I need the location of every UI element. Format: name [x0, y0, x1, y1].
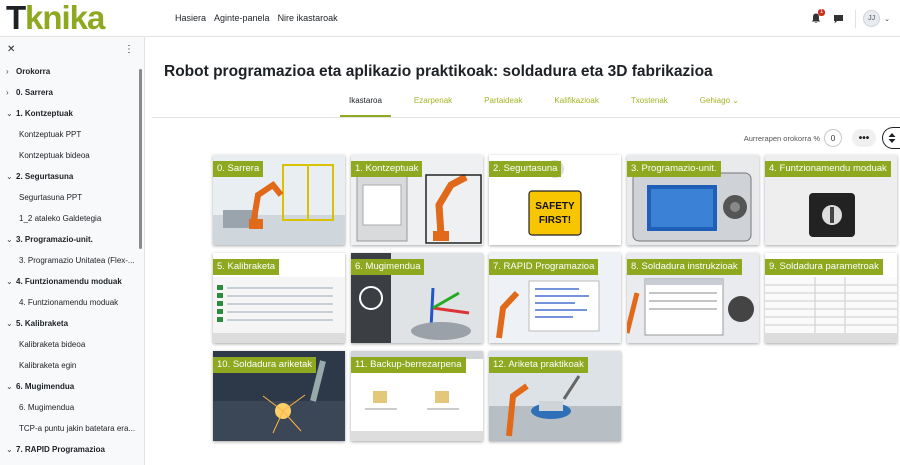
section-tile[interactable]: [351, 351, 483, 441]
drawer-section-label: 0. Sarrera: [16, 88, 53, 97]
sort-toggle-button[interactable]: [882, 127, 900, 149]
drawer-activity-link[interactable]: Kontzeptuak bideoa: [19, 151, 90, 160]
chevron-right-icon[interactable]: ›: [6, 67, 9, 76]
drawer-scrollbar[interactable]: [139, 69, 142, 249]
drawer-section-label: 2. Segurtasuna: [16, 172, 74, 181]
section-tile[interactable]: [213, 253, 345, 343]
nav-my-courses-link[interactable]: Nire ikastaroak: [277, 13, 338, 23]
tknika-logo[interactable]: [0, 0, 165, 37]
drawer-activity-link[interactable]: 1_2 ataleko Galdetegia: [19, 214, 102, 223]
progress-label: Aurrerapen orokorra %: [743, 133, 820, 143]
section-tile-label: 8. Soldadura instrukzioak: [627, 259, 742, 275]
nav-dashboard-link[interactable]: Aginte-panela: [214, 13, 270, 23]
section-tile-label: 7. RAPID Programazioa: [489, 259, 598, 275]
user-menu-area: [802, 0, 890, 37]
drawer-activity-link[interactable]: Kalibraketa egin: [19, 361, 77, 370]
section-tile-label: 1. Kontzeptuak: [351, 161, 422, 177]
drawer-activity-link[interactable]: Segurtasuna PPT: [19, 193, 83, 202]
section-tile[interactable]: [351, 253, 483, 343]
more-options-button[interactable]: •••: [852, 129, 876, 147]
drawer-section[interactable]: [0, 166, 144, 187]
section-tile-label: 0. Sarrera: [213, 161, 263, 177]
drawer-header: [0, 37, 144, 61]
tab-1[interactable]: Ezarpenak: [413, 96, 453, 105]
drawer-section[interactable]: [0, 61, 144, 82]
drawer-section[interactable]: [0, 313, 144, 334]
tknika-logo-mark: [6, 3, 158, 33]
drawer-section-label: 1. Kontzeptuak: [16, 109, 73, 118]
main-content: [145, 37, 900, 465]
section-tile[interactable]: [489, 253, 621, 343]
drawer-activity-link[interactable]: Kontzeptuak PPT: [19, 130, 82, 139]
navbar-divider: [855, 10, 856, 28]
chevron-right-icon[interactable]: ›: [6, 88, 9, 97]
chevron-down-icon[interactable]: ⌄: [6, 172, 13, 181]
chevron-down-icon[interactable]: ⌄: [6, 235, 13, 244]
section-tile[interactable]: [351, 155, 483, 245]
tab-4[interactable]: Txostenak: [630, 96, 668, 105]
progress-indicator: 0: [824, 129, 842, 147]
drawer-activity-link[interactable]: Kalibraketa bideoa: [19, 340, 86, 349]
section-tile[interactable]: [489, 155, 621, 245]
chevron-down-icon[interactable]: ⌄: [6, 109, 13, 118]
drawer-options-icon[interactable]: ⋮: [124, 43, 134, 55]
section-tile[interactable]: [627, 253, 759, 343]
chevron-down-icon[interactable]: ⌄: [6, 319, 13, 328]
chat-icon: [833, 14, 844, 24]
secondary-nav-divider: [152, 117, 900, 118]
primary-navigation: [175, 13, 346, 23]
course-progress: [744, 127, 900, 149]
section-tile-label: 4. Funtzionamendu moduak: [765, 161, 891, 177]
close-icon[interactable]: ✕: [7, 43, 16, 55]
section-tile[interactable]: [765, 253, 897, 343]
nav-home-link[interactable]: Hasiera: [175, 13, 207, 23]
top-navbar: [0, 0, 900, 37]
section-tile[interactable]: [489, 351, 621, 441]
tab-3[interactable]: Kalifikazioak: [554, 96, 599, 105]
user-avatar[interactable]: JJ: [863, 10, 880, 27]
course-index-drawer: [0, 37, 145, 465]
drawer-activity-link[interactable]: 6. Mugimendua: [19, 403, 75, 412]
drawer-section[interactable]: [0, 376, 144, 397]
svg-text:T: T: [6, 3, 26, 33]
safety-sign-line-2: FIRST!: [538, 215, 572, 226]
section-tile[interactable]: [213, 351, 345, 441]
section-tile-label: 3. Programazio-unit.: [627, 161, 721, 177]
section-tile-label: 9. Soldadura parametroak: [765, 259, 883, 275]
tab-2[interactable]: Partaideak: [484, 96, 523, 105]
drawer-section-label: 4. Funtzionamendu moduak: [16, 277, 122, 286]
section-tile-label: 10. Soldadura ariketak: [213, 357, 316, 373]
drawer-section[interactable]: [0, 271, 144, 292]
section-tile-label: 5. Kalibraketa: [213, 259, 279, 275]
section-tile[interactable]: [765, 155, 897, 245]
section-tile-label: 12. Ariketa praktikoak: [489, 357, 588, 373]
drawer-activity-link[interactable]: 4. Funtzionamendu moduak: [19, 298, 119, 307]
drawer-section[interactable]: [0, 82, 144, 103]
drawer-section[interactable]: [0, 439, 144, 460]
notification-count-badge: 1: [819, 8, 824, 15]
course-index-list: [0, 61, 144, 460]
secondary-navigation: [340, 92, 762, 118]
drawer-section[interactable]: [0, 229, 144, 250]
drawer-section-label: 6. Mugimendua: [16, 382, 75, 391]
section-tile-label: 11. Backup-berrezarpena: [351, 357, 466, 373]
section-tile-label: 2. Segurtasuna: [489, 161, 561, 177]
section-tile[interactable]: [627, 155, 759, 245]
section-tile[interactable]: [213, 155, 345, 245]
safety-sign-line-1: SAFETY: [535, 201, 575, 212]
chevron-down-icon[interactable]: ⌄: [884, 15, 890, 23]
tab-0[interactable]: Ikastaroa: [340, 92, 391, 117]
chevron-down-icon[interactable]: ⌄: [6, 277, 13, 286]
drawer-activity-link[interactable]: TCP-a puntu jakin batetara era...: [19, 424, 136, 433]
page-title: Robot programazioa eta aplikazio praktikoak: soldadura eta 3D fabrikazioa: [164, 63, 713, 80]
notifications-button[interactable]: [808, 8, 824, 27]
drawer-activity-link[interactable]: 3. Programazio Unitatea (Flex-...: [19, 256, 135, 265]
sort-icon: [888, 133, 896, 143]
drawer-section[interactable]: [0, 103, 144, 124]
drawer-section-label: Orokorra: [16, 67, 51, 76]
chevron-down-icon[interactable]: ⌄: [6, 445, 13, 454]
section-tile-label: 6. Mugimendua: [351, 259, 424, 275]
chevron-down-icon[interactable]: ⌄: [6, 382, 13, 391]
tab-5[interactable]: Gehiago ⌄: [699, 96, 739, 105]
svg-text:knika: knika: [25, 3, 105, 33]
drawer-section-label: 3. Programazio-unit.: [16, 235, 93, 244]
drawer-section-label: 5. Kalibraketa: [16, 319, 69, 328]
drawer-section-label: 7. RAPID Programazioa: [16, 445, 105, 454]
messages-button[interactable]: [830, 11, 846, 27]
